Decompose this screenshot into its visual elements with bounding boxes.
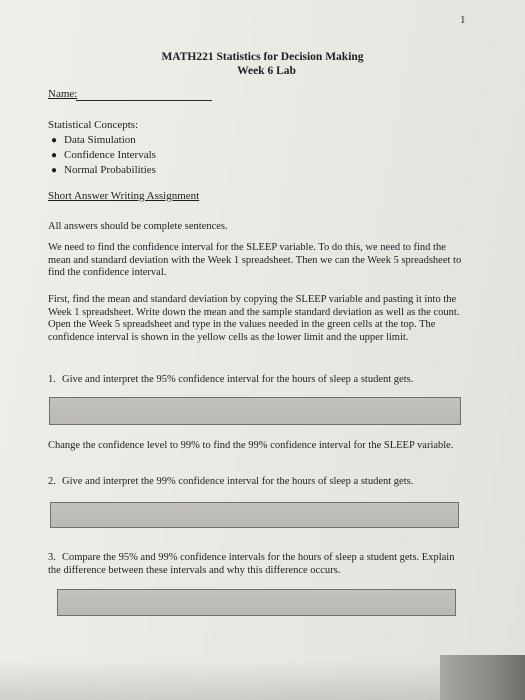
desk-background <box>440 655 525 700</box>
question-3: 3. Compare the 95% and 99% confidence intervals for the hours of sleep a student gets. Explain the difference between these intervals and why this difference occurs. <box>48 552 455 576</box>
question-1: 1. Give and interpret the 95% confidence interval for the hours of sleep a student gets. <box>48 374 414 385</box>
name-field[interactable] <box>76 100 212 101</box>
concepts-list <box>44 133 156 178</box>
answer-box-1[interactable] <box>49 397 461 425</box>
lab-week: Week 6 Lab <box>237 65 296 77</box>
bullet-icon: ● <box>50 150 58 161</box>
instruction-paragraph: First, find the mean and standard deviation by copying the SLEEP variable and pasting it into the Week 1 spreadsheet. Write down the mean and the sample standard deviation as well as the count. Open the Week 5 spreadsheet and type in the values needed in the green cells at the top. The confidence interval is shown in the yellow cells as the lower limit and the upper limit. <box>48 294 460 343</box>
list-item: ● Confidence Intervals <box>44 148 156 163</box>
list-item: ● Data Simulation <box>44 133 156 148</box>
answer-box-2[interactable] <box>50 502 459 528</box>
bullet-icon: ● <box>50 135 58 146</box>
answer-box-3[interactable] <box>57 589 456 616</box>
section-heading: Short Answer Writing Assignment <box>48 190 200 202</box>
instruction-paragraph: We need to find the confidence interval for the SLEEP variable. To do this, we need to find the mean and standard deviation with the Week 1 spreadsheet. Then we can the Week 5 spreadsheet to find the confidence interval. <box>48 242 462 278</box>
concepts-heading: Statistical Concepts: <box>48 119 139 131</box>
bullet-icon: ● <box>50 165 58 176</box>
list-item: ● Normal Probabilities <box>44 163 156 178</box>
document-title <box>0 50 525 78</box>
name-label: Name: <box>48 88 78 100</box>
question-2: 2. Give and interpret the 99% confidence interval for the hours of sleep a student gets. <box>48 476 414 487</box>
page-number: 1 <box>460 14 466 26</box>
instruction-paragraph: Change the confidence level to 99% to find the 99% confidence interval for the SLEEP variable. <box>48 440 454 451</box>
course-title: MATH221 Statistics for Decision Making <box>161 51 364 63</box>
instruction-paragraph: All answers should be complete sentences. <box>48 221 228 232</box>
